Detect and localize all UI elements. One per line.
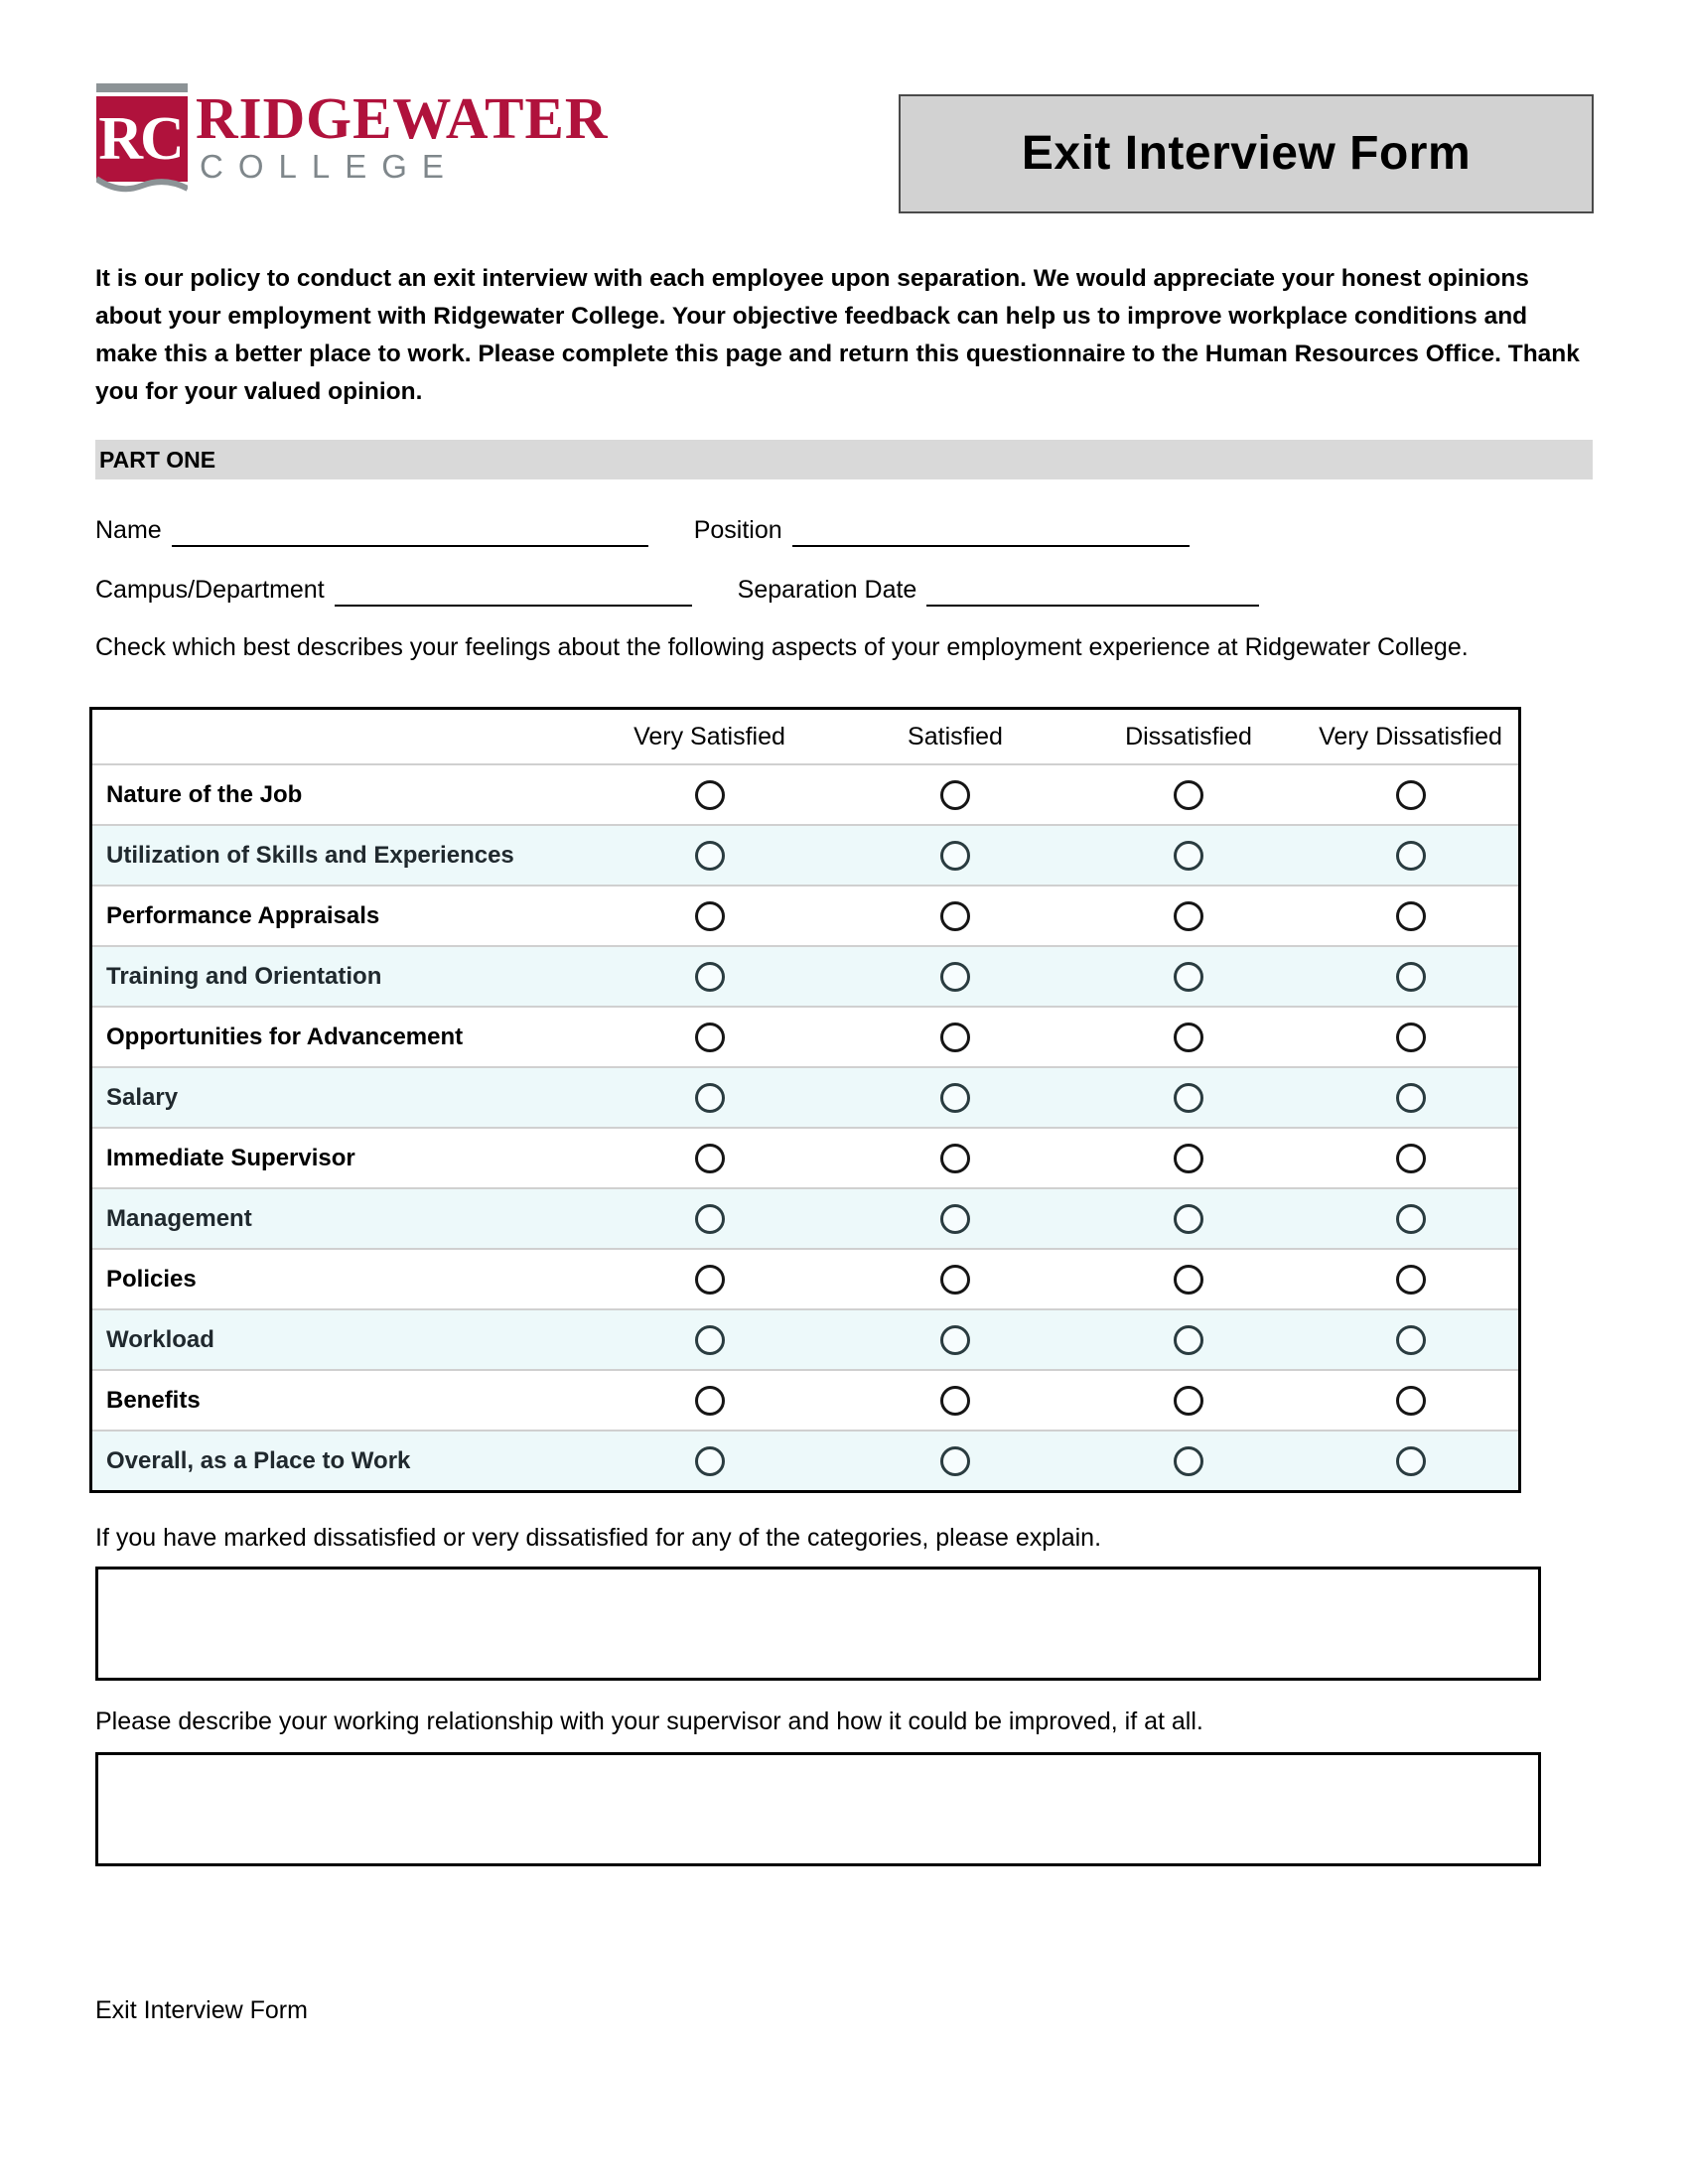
campus-department-label: Campus/Department (95, 576, 325, 604)
rating-instruction-text: Check which best describes your feelings about the following aspects of your employment experience at Ridgewater College. (95, 633, 1469, 661)
position-input[interactable] (792, 519, 1190, 547)
radio-button-icon[interactable] (1174, 1144, 1203, 1173)
radio-button-icon[interactable] (1396, 841, 1426, 871)
radio-button-icon[interactable] (695, 1325, 725, 1355)
satisfaction-rating-table (89, 707, 1521, 1493)
row-label-cell (92, 1024, 583, 1051)
radio-button-icon[interactable] (940, 1265, 970, 1295)
radio-button-icon[interactable] (1396, 901, 1426, 931)
part-one-banner (95, 440, 1593, 479)
row-label: Benefits (106, 1386, 201, 1414)
radio-button-icon[interactable] (1174, 1204, 1203, 1234)
radio-button-icon[interactable] (1396, 780, 1426, 810)
rating-cell[interactable] (1303, 901, 1518, 931)
row-label-cell (92, 1387, 583, 1415)
radio-button-icon[interactable] (940, 1083, 970, 1113)
table-row (92, 885, 1518, 945)
radio-button-icon[interactable] (695, 1386, 725, 1416)
field-row-department-date (95, 561, 1595, 607)
radio-button-icon[interactable] (940, 1386, 970, 1416)
page-header (94, 79, 1594, 218)
column-header-label: Very Satisfied (633, 723, 785, 751)
rc-monogram-icon (94, 79, 190, 197)
row-label: Management (106, 1204, 252, 1232)
rating-cell[interactable] (583, 901, 836, 931)
rating-cell[interactable] (836, 1144, 1074, 1173)
table-header-row (92, 710, 1518, 763)
radio-button-icon[interactable] (1396, 962, 1426, 992)
radio-button-icon[interactable] (695, 1023, 725, 1052)
table-row (92, 824, 1518, 885)
rating-cell[interactable] (1074, 1083, 1303, 1113)
row-label-cell (92, 1084, 583, 1112)
radio-button-icon[interactable] (695, 1265, 725, 1295)
rating-cell[interactable] (836, 1023, 1074, 1052)
radio-button-icon[interactable] (1174, 1325, 1203, 1355)
rating-cell[interactable] (1303, 1144, 1518, 1173)
separation-date-label: Separation Date (737, 576, 917, 604)
radio-button-icon[interactable] (695, 1144, 725, 1173)
table-row (92, 1127, 1518, 1187)
rating-cell[interactable] (1303, 780, 1518, 810)
radio-button-icon[interactable] (695, 962, 725, 992)
row-label: Performance Appraisals (106, 901, 380, 929)
rating-cell[interactable] (583, 1386, 836, 1416)
rating-cell[interactable] (583, 841, 836, 871)
part-one-label: PART ONE (99, 446, 216, 473)
row-label: Nature of the Job (106, 780, 303, 808)
table-row (92, 1066, 1518, 1127)
intro-paragraph: It is our policy to conduct an exit interview with each employee upon separation. We would appreciate your honest opinions about your employment with Ridgewater College. Your objective feedback can help us to improve workplace conditions and make this a better place to work. Please complete this page and return this questionnaire to the Human Resources Office. Thank you for your valued opinion. (95, 265, 1580, 405)
radio-button-icon[interactable] (1174, 901, 1203, 931)
explain-prompt-label: If you have marked dissatisfied or very dissatisfied for any of the categories, please explain. (95, 1524, 1102, 1552)
row-label-cell (92, 963, 583, 991)
row-label-cell (92, 1326, 583, 1354)
row-label-cell (92, 1266, 583, 1294)
table-row (92, 1248, 1518, 1308)
rating-cell[interactable] (583, 1204, 836, 1234)
radio-button-icon[interactable] (940, 780, 970, 810)
supervisor-relationship-textarea[interactable] (95, 1752, 1541, 1866)
radio-button-icon[interactable] (1174, 1083, 1203, 1113)
rating-cell[interactable] (1074, 1386, 1303, 1416)
row-label: Policies (106, 1265, 197, 1293)
rating-cell[interactable] (1303, 1023, 1518, 1052)
radio-button-icon[interactable] (695, 1083, 725, 1113)
radio-button-icon[interactable] (1174, 1023, 1203, 1052)
radio-button-icon[interactable] (695, 841, 725, 871)
rating-cell[interactable] (1074, 841, 1303, 871)
radio-button-icon[interactable] (1396, 1265, 1426, 1295)
table-row (92, 1187, 1518, 1248)
column-header-label: Satisfied (908, 723, 1003, 751)
radio-button-icon[interactable] (695, 780, 725, 810)
row-label: Utilization of Skills and Experiences (106, 841, 514, 869)
rating-cell[interactable] (1074, 1023, 1303, 1052)
rating-cell[interactable] (1074, 1144, 1303, 1173)
table-row (92, 1308, 1518, 1369)
rating-cell[interactable] (1074, 1446, 1303, 1476)
rating-cell[interactable] (1303, 1386, 1518, 1416)
row-label: Immediate Supervisor (106, 1144, 355, 1171)
name-input[interactable] (172, 519, 648, 547)
row-label-cell (92, 1447, 583, 1475)
rating-cell[interactable] (836, 780, 1074, 810)
rating-cell[interactable] (1303, 1325, 1518, 1355)
radio-button-icon[interactable] (695, 1446, 725, 1476)
radio-button-icon[interactable] (1396, 1144, 1426, 1173)
rating-cell[interactable] (583, 1083, 836, 1113)
name-label: Name (95, 516, 162, 544)
row-label-cell (92, 781, 583, 809)
rating-cell[interactable] (1074, 1204, 1303, 1234)
column-header-satisfied (836, 723, 1074, 751)
rating-cell[interactable] (583, 1023, 836, 1052)
rating-cell[interactable] (836, 901, 1074, 931)
table-row (92, 945, 1518, 1006)
column-header-dissatisfied (1074, 723, 1303, 751)
radio-button-icon[interactable] (1396, 1325, 1426, 1355)
radio-button-icon[interactable] (940, 1446, 970, 1476)
separation-date-input[interactable] (926, 579, 1259, 607)
rating-cell[interactable] (583, 962, 836, 992)
radio-button-icon[interactable] (940, 962, 970, 992)
logo-top-bar (96, 83, 188, 92)
rating-cell[interactable] (836, 1083, 1074, 1113)
campus-department-input[interactable] (335, 579, 692, 607)
ridgewater-college-logo (94, 79, 608, 208)
explain-textarea[interactable] (95, 1567, 1541, 1681)
column-header-label: Very Dissatisfied (1319, 723, 1502, 751)
rating-cell[interactable] (836, 1204, 1074, 1234)
row-label-cell (92, 1205, 583, 1233)
column-header-label: Dissatisfied (1125, 723, 1252, 751)
radio-button-icon[interactable] (1174, 780, 1203, 810)
rating-cell[interactable] (583, 1446, 836, 1476)
radio-button-icon[interactable] (1174, 962, 1203, 992)
page-title: Exit Interview Form (1021, 127, 1472, 180)
row-label: Overall, as a Place to Work (106, 1446, 411, 1474)
rating-cell[interactable] (1074, 780, 1303, 810)
logo-name-text: RIDGEWATER (196, 85, 609, 151)
rating-cell[interactable] (1074, 1325, 1303, 1355)
rating-cell[interactable] (1303, 962, 1518, 992)
field-row-name-position (95, 501, 1595, 547)
radio-button-icon[interactable] (1174, 1446, 1203, 1476)
rating-cell[interactable] (1074, 901, 1303, 931)
logo-monogram-text: RC (98, 105, 182, 173)
logo-subtitle-text: COLLEGE (200, 148, 459, 185)
logo-wordmark (196, 79, 608, 187)
rating-cell[interactable] (583, 1144, 836, 1173)
radio-button-icon[interactable] (940, 1204, 970, 1234)
rating-cell[interactable] (583, 1265, 836, 1295)
position-label: Position (693, 516, 782, 544)
row-label-cell (92, 902, 583, 930)
radio-button-icon[interactable] (940, 1144, 970, 1173)
radio-button-icon[interactable] (1396, 1023, 1426, 1052)
radio-button-icon[interactable] (1396, 1386, 1426, 1416)
table-row (92, 763, 1518, 824)
rating-cell[interactable] (836, 1386, 1074, 1416)
radio-button-icon[interactable] (940, 901, 970, 931)
rating-cell[interactable] (1303, 1083, 1518, 1113)
logo-wave-icon (96, 175, 188, 197)
rating-cell[interactable] (1303, 1204, 1518, 1234)
row-label: Workload (106, 1325, 214, 1353)
radio-button-icon[interactable] (1174, 1386, 1203, 1416)
column-header-very-satisfied (583, 723, 836, 751)
radio-button-icon[interactable] (940, 1325, 970, 1355)
row-label: Training and Orientation (106, 962, 382, 990)
supervisor-relationship-prompt-label: Please describe your working relationship with your supervisor and how it could be improved, if at all. (95, 1707, 1203, 1735)
rating-cell[interactable] (836, 841, 1074, 871)
row-label-cell (92, 842, 583, 870)
radio-button-icon[interactable] (940, 841, 970, 871)
radio-button-icon[interactable] (1396, 1204, 1426, 1234)
rating-cell[interactable] (1074, 962, 1303, 992)
rating-cell[interactable] (1303, 1446, 1518, 1476)
radio-button-icon[interactable] (695, 1204, 725, 1234)
radio-button-icon[interactable] (695, 901, 725, 931)
column-header-very-dissatisfied (1303, 723, 1518, 751)
table-body (92, 763, 1518, 1490)
radio-button-icon[interactable] (1396, 1083, 1426, 1113)
form-title-box (899, 94, 1594, 213)
radio-button-icon[interactable] (940, 1023, 970, 1052)
page-footer: Exit Interview Form (95, 1996, 308, 2024)
radio-button-icon[interactable] (1174, 1265, 1203, 1295)
row-label-cell (92, 1145, 583, 1172)
table-row (92, 1430, 1518, 1490)
rating-cell[interactable] (1074, 1265, 1303, 1295)
radio-button-icon[interactable] (1174, 841, 1203, 871)
rating-cell[interactable] (583, 1325, 836, 1355)
row-label: Salary (106, 1083, 179, 1111)
rating-cell[interactable] (583, 780, 836, 810)
rating-cell[interactable] (1303, 1265, 1518, 1295)
rating-cell[interactable] (836, 962, 1074, 992)
table-row (92, 1369, 1518, 1430)
radio-button-icon[interactable] (1396, 1446, 1426, 1476)
table-row (92, 1006, 1518, 1066)
row-label: Opportunities for Advancement (106, 1023, 464, 1050)
rating-cell[interactable] (1303, 841, 1518, 871)
rating-cell[interactable] (836, 1446, 1074, 1476)
rating-cell[interactable] (836, 1265, 1074, 1295)
rating-cell[interactable] (836, 1325, 1074, 1355)
